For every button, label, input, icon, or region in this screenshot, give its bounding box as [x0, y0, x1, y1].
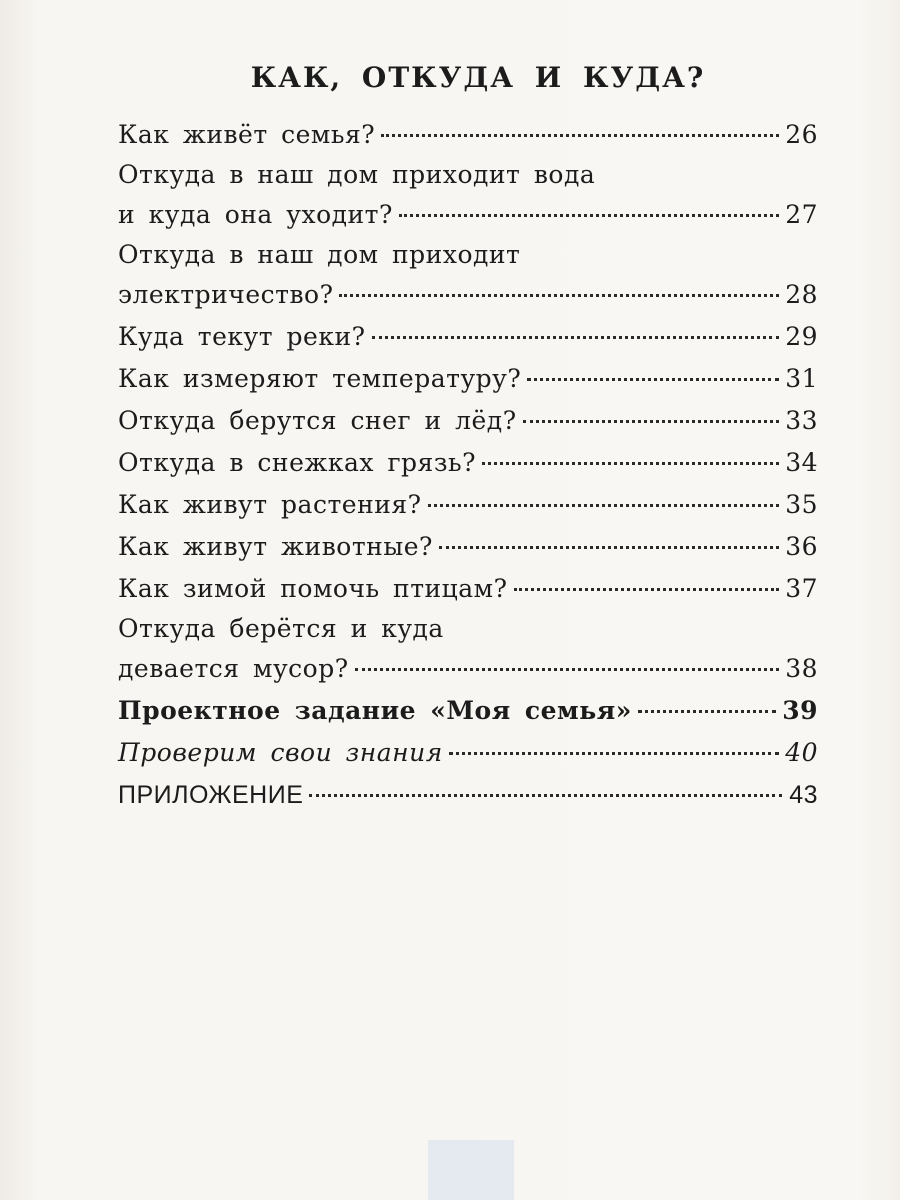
entry-text-line-1: Откуда в наш дом приходит вода — [118, 160, 596, 189]
page-number: 29 — [785, 322, 818, 351]
toc-entry — [118, 400, 818, 442]
leader-dots — [309, 794, 782, 797]
entry-text: ПРИЛОЖЕНИЕ — [118, 781, 304, 809]
entry-text: Проектное задание «Моя семья» — [118, 696, 632, 725]
page-number: 34 — [785, 448, 818, 477]
toc-entry-review — [118, 732, 818, 774]
leader-dots — [523, 420, 780, 423]
leader-dots — [381, 134, 779, 137]
toc-entry — [118, 442, 818, 484]
toc-entry — [118, 610, 818, 690]
leader-dots — [514, 588, 780, 591]
entry-text: Как измеряют температуру? — [118, 364, 522, 393]
toc-entry-appendix — [118, 774, 818, 816]
entry-text-line-1: Откуда в наш дом приходит — [118, 240, 521, 269]
toc-entry — [118, 236, 818, 316]
leader-dots — [428, 504, 780, 507]
entry-text: и куда она уходит? — [118, 200, 393, 229]
toc-entry — [118, 114, 818, 156]
section-title: КАК, ОТКУДА И КУДА? — [250, 61, 706, 94]
page-number: 27 — [785, 200, 818, 229]
page-number: 26 — [785, 120, 818, 149]
leader-dots — [399, 214, 779, 217]
toc-entry — [118, 156, 818, 236]
page-number: 33 — [785, 406, 818, 435]
page-number: 28 — [785, 280, 818, 309]
page-number: 31 — [785, 364, 818, 393]
leader-dots — [527, 378, 779, 381]
page-number: 35 — [785, 490, 818, 519]
entry-text: Откуда в снежках грязь? — [118, 448, 476, 477]
toc-entry — [118, 484, 818, 526]
entry-text: Куда текут реки? — [118, 322, 366, 351]
page-number: 43 — [789, 781, 818, 809]
leader-dots — [638, 710, 776, 713]
leader-dots — [372, 336, 780, 339]
leader-dots — [482, 462, 779, 465]
entry-text: девается мусор? — [118, 654, 349, 683]
leader-dots — [339, 294, 779, 297]
table-of-contents — [118, 60, 818, 816]
page-number: 40 — [785, 738, 818, 767]
toc-entry — [118, 526, 818, 568]
leader-dots — [439, 546, 779, 549]
page-number: 39 — [782, 696, 818, 725]
leader-dots — [355, 668, 780, 671]
toc-entry — [118, 358, 818, 400]
page-corner-mark — [428, 1140, 514, 1200]
page-number: 38 — [785, 654, 818, 683]
toc-entry — [118, 316, 818, 358]
toc-entry — [118, 568, 818, 610]
entry-text: Как живут растения? — [118, 490, 422, 519]
toc-entry-project — [118, 690, 818, 732]
entry-text: Откуда берутся снег и лёд? — [118, 406, 517, 435]
entry-text: Проверим свои знания — [118, 738, 443, 767]
entry-text: Как зимой помочь птицам? — [118, 574, 508, 603]
page-number: 37 — [785, 574, 818, 603]
entry-text: Как живёт семья? — [118, 120, 376, 149]
entry-text-line-1: Откуда берётся и куда — [118, 614, 444, 643]
entry-text: электричество? — [118, 280, 334, 309]
entry-text: Как живут животные? — [118, 532, 433, 561]
page-number: 36 — [785, 532, 818, 561]
leader-dots — [449, 752, 779, 755]
